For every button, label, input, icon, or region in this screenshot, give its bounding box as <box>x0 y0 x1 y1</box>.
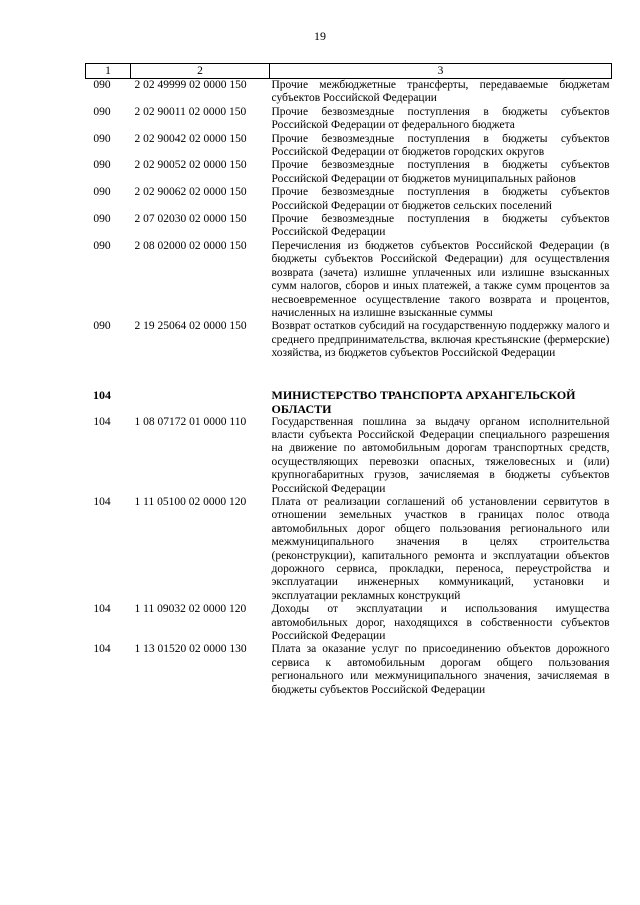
revenue-code: 2 08 02000 02 0000 150 <box>134 239 247 252</box>
revenue-name: Прочие безвозмездные поступления в бюджеты субъектов Российской Федерации от бюджетов муниципальных районов <box>271 159 610 185</box>
admin-code: 104 <box>93 643 111 656</box>
ministry-name: МИНИСТЕРСТВО ТРАНСПОРТА АРХАНГЕЛЬСКОЙ ОБЛАСТИ <box>271 387 576 416</box>
revenue-code: 1 13 01520 02 0000 130 <box>134 643 247 656</box>
table-row <box>86 496 612 603</box>
admin-code: 090 <box>93 213 111 226</box>
table-row <box>86 643 612 697</box>
revenue-name: Прочие безвозмездные поступления в бюджеты субъектов Российской Федерации от бюджетов городских округов <box>271 132 610 159</box>
table-row <box>86 133 612 160</box>
column-header-3: 3 <box>270 64 612 79</box>
revenue-code: 2 02 90042 02 0000 150 <box>134 132 247 145</box>
revenue-code: 2 02 90011 02 0000 150 <box>134 105 247 118</box>
revenue-name: Государственная пошлина за выдачу органом исполнительной власти субъекта Российской Федерации специального разрешения на движение по автомобильным дорогам транспортных средств, осуществляющих перевозки опасных, тяжеловесных и (или) крупногабаритных грузов, зачисляемая в бюджеты субъектов Российской Федерации <box>271 415 610 495</box>
admin-code: 104 <box>93 415 111 428</box>
table-row <box>86 159 612 186</box>
revenue-name: Доходы от эксплуатации и использования имущества автомобильных дорог, находящихся в собственности субъектов Российской Федерации <box>271 603 610 643</box>
revenue-code: 2 02 90062 02 0000 150 <box>134 186 247 199</box>
revenue-code: 1 08 07172 01 0000 110 <box>134 415 247 428</box>
table-spacer-row <box>86 361 612 388</box>
admin-code: 090 <box>93 132 111 145</box>
revenue-name: Прочие безвозмездные поступления в бюджеты субъектов Российской Федерации <box>271 213 610 239</box>
table-row <box>86 603 612 643</box>
revenue-name: Возврат остатков субсидий на государственную поддержку малого и среднего предпринимательства, включая крестьянские (фермерские) хозяйства, из бюджетов субъектов Российской Федерации <box>271 320 610 360</box>
ministry-code-empty <box>131 388 270 416</box>
revenue-code: 2 07 02030 02 0000 150 <box>134 213 247 226</box>
revenue-name: Перечисления из бюджетов субъектов Российской Федерации (в бюджеты субъектов Российской Федерации) для осуществления возврата (зачета) излишне уплаченных или излишне взысканных сумм налогов, сборов и иных платежей, а также сумм процентов за несвоевременное осуществление такого возврата и процентов, начисленных на излишне взысканные суммы <box>271 239 610 319</box>
admin-code: 090 <box>93 105 111 118</box>
revenue-codes-table <box>85 63 612 697</box>
table-row <box>86 416 612 496</box>
column-header-1: 1 <box>86 64 131 79</box>
page-number: 19 <box>314 29 326 43</box>
admin-code: 090 <box>93 186 111 199</box>
admin-code: 090 <box>93 239 111 252</box>
admin-code: 104 <box>93 603 111 616</box>
revenue-name: Прочие межбюджетные трансферты, передаваемые бюджетам субъектов Российской Федерации <box>271 79 610 105</box>
table-header-row <box>86 64 612 79</box>
table-row <box>86 79 612 106</box>
revenue-name: Плата от реализации соглашений об установлении сервитутов в отношении земельных участков в границах полос отвода автомобильных дорог общего пользования регионального или межмуниципального значения в целях строительства (реконструкции), капитального ремонта и эксплуатации объектов дорожного сервиса, прокладки, переноса, переустройства и эксплуатации инженерных коммуникаций, установки и эксплуатации рекламных конструкций <box>271 495 610 602</box>
revenue-name: Плата за оказание услуг по присоединению объектов дорожного сервиса к автомобильным дорогам общего пользования регионального или межмуниципального значения, зачисляемая в бюджеты субъектов Российской Федерации <box>271 643 610 696</box>
ministry-admin-code: 104 <box>93 387 111 402</box>
revenue-code: 2 02 49999 02 0000 150 <box>134 79 247 91</box>
table-row <box>86 186 612 213</box>
admin-code: 090 <box>93 320 111 333</box>
table-row <box>86 213 612 240</box>
admin-code: 104 <box>93 495 111 508</box>
table-row <box>86 106 612 133</box>
revenue-name: Прочие безвозмездные поступления в бюджеты субъектов Российской Федерации от федерального бюджета <box>271 105 610 132</box>
column-header-2: 2 <box>131 64 270 79</box>
ministry-heading-row <box>86 388 612 416</box>
revenue-code: 2 02 90052 02 0000 150 <box>134 159 247 172</box>
admin-code: 090 <box>93 159 111 172</box>
admin-code: 090 <box>93 79 111 91</box>
revenue-code: 1 11 09032 02 0000 120 <box>134 603 247 616</box>
table-row <box>86 240 612 320</box>
revenue-name: Прочие безвозмездные поступления в бюджеты субъектов Российской Федерации от бюджетов сельских поселений <box>271 186 610 212</box>
table-row <box>86 320 612 360</box>
revenue-code: 1 11 05100 02 0000 120 <box>134 495 247 508</box>
revenue-code: 2 19 25064 02 0000 150 <box>134 320 247 333</box>
